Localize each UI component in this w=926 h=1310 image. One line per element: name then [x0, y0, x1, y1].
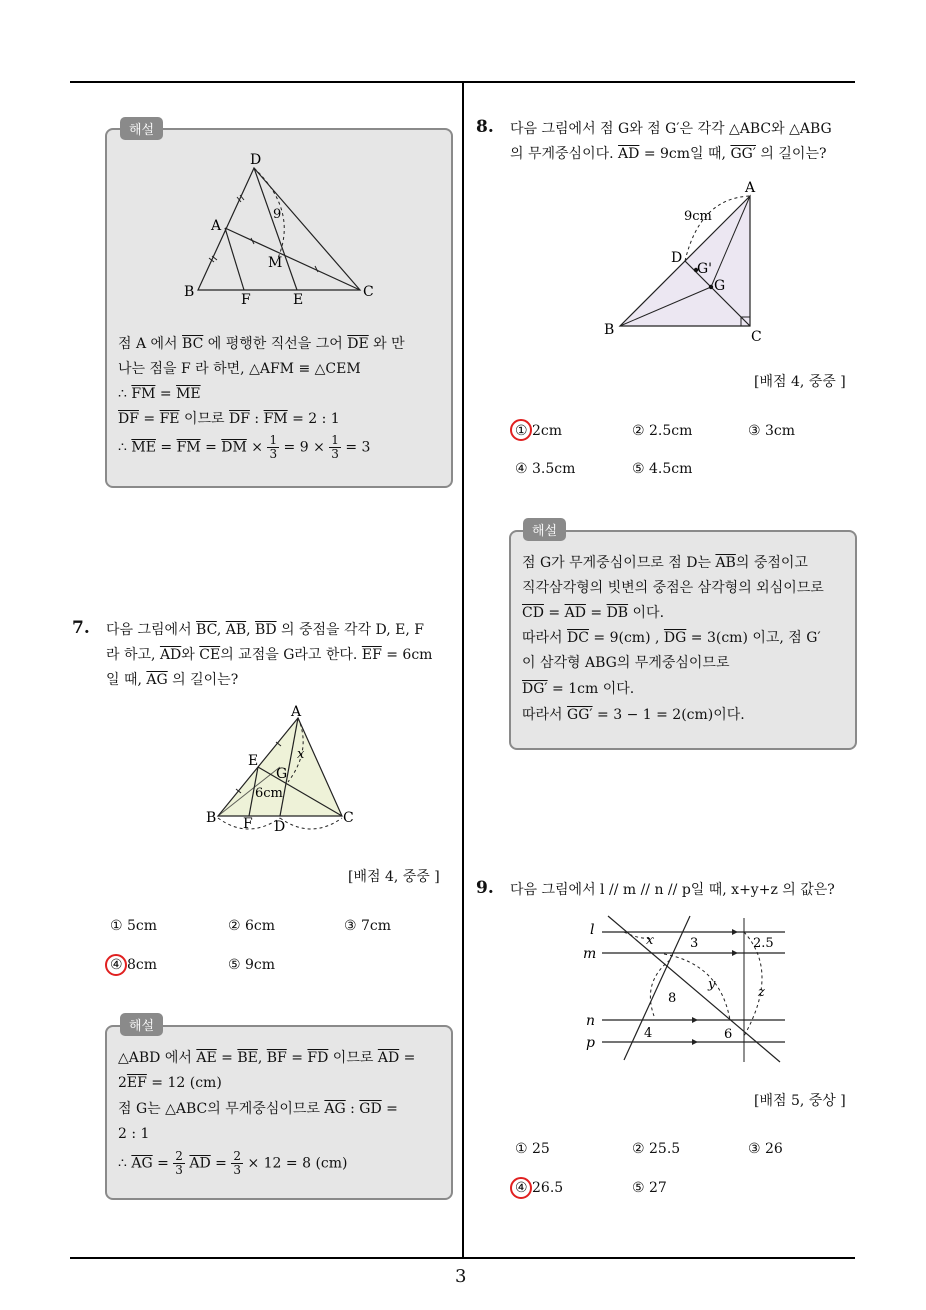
q8-choice-4[interactable]: ④ 3.5cm — [515, 461, 576, 477]
label-l: l — [590, 922, 595, 938]
q7-points: [배점 4, 중중 ] — [348, 869, 440, 885]
label-F: F — [243, 816, 253, 832]
q8-choice-3[interactable]: ③ 3cm — [748, 423, 796, 439]
sol7-line3: 점 G는 △ABC의 무게중심이므로 $\overline{AG}$ : $\overline{GD}$ = — [118, 1101, 398, 1117]
q7-line1: 다음 그림에서 $\overline{BC}$, $\overline{AB}$, $\overline{BD}$ 의 중점을 각각 D, E, F — [106, 622, 424, 638]
sol8-line1: 점 G가 무게중심이므로 점 D는 $\overline{AB}$의 중점이고 — [522, 555, 808, 571]
label-A: A — [745, 180, 756, 196]
q7-line2: 라 하고, $\overline{AD}$와 $\overline{CE}$의 교점을 G라고 한다. $\overline{EF} = 6cm$ — [106, 647, 433, 663]
sol8-line4: 따라서 $\overline{DC} = 9(cm)$ , $\overline{DG} = 3(cm)$ 이고, 점 G′ — [522, 630, 821, 646]
label-y: y — [708, 977, 716, 992]
q7-line3: 일 때, $\overline{AG}$ 의 길이는? — [106, 672, 239, 688]
label-2.5: 2.5 — [753, 936, 774, 951]
figure-q9 — [580, 912, 790, 1067]
sol7-line2: $2\overline{EF} = 12$ (cm) — [118, 1075, 222, 1091]
q8-choice-5[interactable]: ⑤ 4.5cm — [632, 461, 693, 477]
q8-line2: 의 무게중심이다. $\overline{AD} = 9cm$일 때, GG′ 의 길이는? — [510, 146, 827, 162]
figure-q6 — [180, 150, 380, 310]
sol8-line2: 직각삼각형의 빗변의 중점은 삼각형의 외심이므로 — [522, 580, 824, 596]
page-number: 3 — [455, 1266, 467, 1287]
label-3: 3 — [690, 936, 699, 951]
q7-choice-2[interactable]: ② 6cm — [228, 918, 276, 934]
q9-choice-5[interactable]: ⑤ 27 — [632, 1180, 667, 1196]
label-D: D — [250, 152, 262, 168]
sol7-line4: 2 : 1 — [118, 1126, 150, 1142]
solution-tag: 해설 — [523, 518, 566, 541]
label-C: C — [343, 810, 354, 826]
column-divider — [462, 82, 464, 1258]
sol6-line5: ∴ $\overline{ME} = \overline{FM} = \overline{DM}$ × $\frac{1}{3}$ = 9 × $\frac{1}{3}$ = 3 — [118, 433, 371, 461]
label-9cm: 9cm — [684, 209, 712, 224]
sol7-line1: △ABD 에서 $\overline{AE} = \overline{BE}$, $\overline{BF} = \overline{FD}$ 이므로 $\overline{AD}$ = — [118, 1050, 416, 1066]
q8-line1: 다음 그림에서 점 G와 점 G′은 각각 △ABC와 △ABG — [510, 121, 832, 137]
q7-answer-mark — [105, 954, 127, 976]
q8-choice-1[interactable]: ① 2cm — [515, 423, 563, 439]
label-9: 9 — [273, 207, 282, 222]
q8-choice-2[interactable]: ② 2.5cm — [632, 423, 693, 439]
label-A: A — [291, 704, 302, 720]
label-6cm: 6cm — [255, 786, 283, 801]
label-8: 8 — [668, 991, 677, 1006]
label-m: m — [583, 946, 597, 962]
label-z: z — [758, 985, 765, 1000]
sol6-line1: 점 A 에서 $\overline{BC}$ 에 평행한 직선을 그어 $\overline{DE}$ 와 만 — [118, 336, 405, 352]
q7-number: 7. — [72, 618, 90, 638]
label-Gp: G' — [697, 261, 713, 277]
sol8-line3: $\overline{CD} = \overline{AD} = \overline{DB}$ 이다. — [522, 605, 665, 621]
label-B: B — [206, 810, 217, 826]
sol6-line2: 나는 점을 F 라 하면, △AFM ≡ △CEM — [118, 361, 361, 377]
label-x: x — [646, 933, 654, 948]
sol6-line3: ∴ $\overline{FM} = \overline{ME}$ — [118, 386, 201, 402]
figure-q7 — [200, 700, 370, 845]
q9-answer-mark — [510, 1177, 532, 1199]
q9-choice-2[interactable]: ② 25.5 — [632, 1141, 681, 1157]
label-A: A — [211, 218, 222, 234]
solution-tag: 해설 — [120, 117, 163, 140]
q7-choice-3[interactable]: ③ 7cm — [344, 918, 392, 934]
label-x: x — [297, 747, 305, 762]
label-4: 4 — [644, 1026, 653, 1041]
label-F: F — [241, 292, 251, 308]
label-E: E — [293, 292, 304, 308]
label-C: C — [751, 329, 762, 345]
q9-number: 9. — [476, 878, 494, 898]
label-D: D — [671, 250, 683, 266]
label-p: p — [586, 1035, 595, 1051]
label-6: 6 — [724, 1027, 733, 1042]
solution-tag: 해설 — [120, 1013, 163, 1036]
q7-choice-1[interactable]: ① 5cm — [110, 918, 158, 934]
label-B: B — [184, 284, 195, 300]
q8-answer-mark — [510, 419, 532, 441]
label-G: G — [276, 766, 288, 782]
q9-choice-3[interactable]: ③ 26 — [748, 1141, 783, 1157]
q9-choice-1[interactable]: ① 25 — [515, 1141, 550, 1157]
label-E: E — [248, 753, 259, 769]
q9-choice-4[interactable]: ④ 26.5 — [515, 1180, 564, 1196]
q9-points: [배점 5, 중상 ] — [754, 1093, 846, 1109]
label-C: C — [363, 284, 374, 300]
sol8-line5: 이 삼각형 ABG의 무게중심이므로 — [522, 655, 730, 671]
figure-q8 — [600, 178, 775, 348]
q7-choice-4[interactable]: ④ 8cm — [110, 957, 158, 973]
sol7-line5: ∴ $\overline{AG}$ = $\frac{2}{3}$ $\overline{AD}$ = $\frac{2}{3}$ × 12 = 8 (cm) — [118, 1149, 348, 1177]
label-G: G — [714, 278, 726, 294]
q8-number: 8. — [476, 117, 494, 137]
label-M: M — [268, 255, 283, 271]
label-D: D — [274, 819, 286, 835]
label-B: B — [604, 322, 615, 338]
q8-points: [배점 4, 중중 ] — [754, 374, 846, 390]
sol8-line6: DG′ = 1cm 이다. — [522, 681, 635, 697]
sol8-line7: 따라서 GG′ = 3 − 1 = 2(cm)이다. — [522, 707, 745, 723]
sol6-line4: $\overline{DF} = \overline{FE}$ 이므로 $\overline{DF}$ : $\overline{FM} = 2$ : 1 — [118, 411, 340, 427]
q7-choice-5[interactable]: ⑤ 9cm — [228, 957, 276, 973]
label-n: n — [586, 1013, 596, 1029]
q9-line: 다음 그림에서 l // m // n // p일 때, x+y+z 의 값은? — [510, 882, 835, 898]
